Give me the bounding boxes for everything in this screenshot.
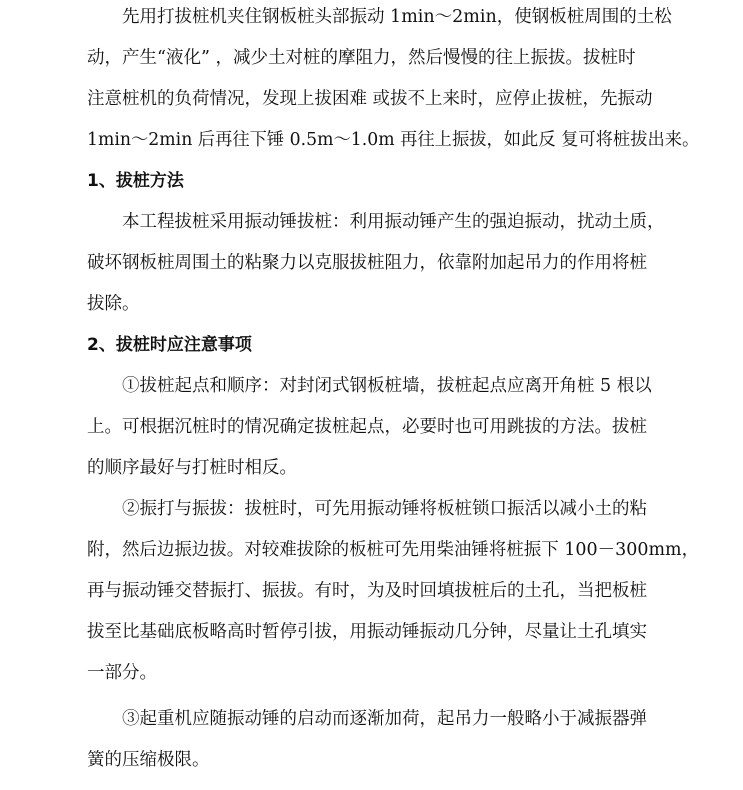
- paragraph-line: 1min～2min 后再往下锤 0.5m～1.0m 再往上振拔，如此反 复可将桩拔出来。: [87, 130, 700, 150]
- paragraph-line: 先用打拔桩机夹住钢板桩头部振动 1min～2min，使钢板桩周围的土松: [122, 7, 672, 27]
- paragraph-line: 拔除。: [87, 294, 140, 314]
- paragraph-line: 附，然后边振边拔。对较难拔除的板桩可先用柴油锤将桩振下 100－300mm，: [87, 540, 700, 560]
- paragraph-line: 本工程拔桩采用振动锤拔桩：利用振动锤产生的强迫振动，扰动土质，: [122, 212, 665, 232]
- paragraph-line: ②振打与振拔：拔桩时，可先用振动锤将板桩锁口振活以减小土的粘: [122, 499, 647, 519]
- paragraph-line: 的顺序最好与打桩时相反。: [87, 458, 297, 478]
- paragraph-line: 动，产生“液化” ，减少土对桩的摩阻力，然后慢慢的往上振拔。拔桩时: [87, 48, 636, 68]
- paragraph-line: 拔至比基础底板略高时暂停引拔，用振动锤振动几分钟，尽量让土孔填实: [87, 622, 647, 642]
- section-heading-1: 1、拔桩方法: [87, 171, 184, 191]
- paragraph-line: 再与振动锤交替振打、振拔。有时，为及时回填拔桩后的土孔，当把板桩: [87, 581, 647, 601]
- paragraph-line: 簧的压缩极限。: [87, 750, 210, 770]
- section-heading-2: 2、拔桩时应注意事项: [87, 335, 252, 355]
- paragraph-line: 一部分。: [87, 663, 157, 683]
- paragraph-line: 上。可根据沉桩时的情况确定拔桩起点，必要时也可用跳拔的方法。拔桩: [87, 417, 647, 437]
- paragraph-line: ③起重机应随振动锤的启动而逐渐加荷，起吊力一般略小于减振器弹: [122, 709, 647, 729]
- paragraph-line: ①拔桩起点和顺序：对封闭式钢板桩墙，拔桩起点应离开角桩 5 根以: [122, 376, 652, 396]
- paragraph-line: 破坏钢板桩周围土的粘聚力以克服拔桩阻力，依靠附加起吊力的作用将桩: [87, 253, 647, 273]
- paragraph-line: 注意桩机的负荷情况，发现上拔困难 或拔不上来时，应停止拔桩，先振动: [87, 89, 653, 109]
